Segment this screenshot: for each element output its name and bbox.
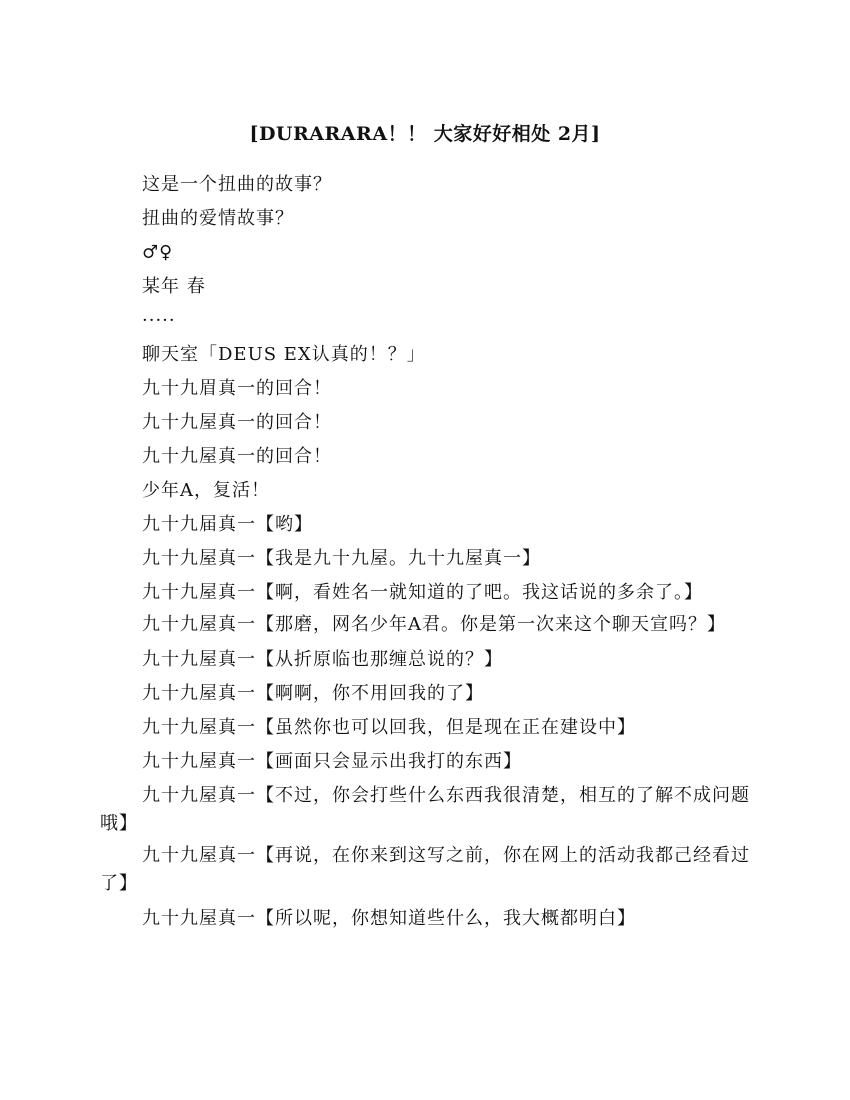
document-page — [100, 120, 750, 936]
paragraph: 少年A，复活！ — [142, 480, 270, 501]
paragraph: 某年 春 — [142, 276, 206, 297]
paragraph: 这是一个扭曲的故事？ — [142, 174, 332, 195]
paragraph: 九十九屋真一的回合！ — [142, 446, 332, 467]
paragraph: 九十九屋真一【那磨，网名少年A君。你是第一次来这个聊天宣吗？】 — [142, 614, 726, 635]
paragraph: 九十九屋真一【不过，你会打些什么东西我很清楚，相互的了解不成问题哦】 — [100, 785, 750, 834]
paragraph: 九十九届真一【哟】 — [142, 514, 313, 535]
paragraph: 九十九屋真一【啊，看姓名一就知道的了吧。我这话说的多余了。】 — [142, 582, 703, 603]
paragraph: 聊天室「DEUS EX认真的！？」 — [142, 344, 426, 365]
paragraph: 九十九屋真一的回合！ — [142, 412, 332, 433]
paragraph: 九十九屋真一【虽然你也可以回我，但是现在正在建设中】 — [142, 717, 636, 738]
paragraph: 扭曲的爱情故事？ — [142, 208, 294, 229]
paragraph: 九十九眉真一的回合！ — [142, 378, 332, 399]
paragraph: 九十九屋真一【再说，在你来到这写之前，你在网上的活动我都己经看过了】 — [100, 845, 750, 894]
paragraph: ♂♀ — [142, 242, 174, 263]
paragraph: 九十九屋真一【我是九十九屋。九十九屋真一】 — [142, 548, 541, 569]
paragraph: 九十九屋真一【从折原临也那缠总说的？】 — [142, 649, 503, 670]
paragraph: 九十九屋真一【所以呢，你想知道些什么，我大概都明白】 — [142, 908, 636, 929]
document-title: [DURARARA！！ 大家好好相处 2月] — [249, 123, 601, 145]
paragraph: ····· — [142, 310, 176, 331]
paragraph: 九十九屋真一【啊啊，你不用回我的了】 — [142, 683, 484, 704]
paragraph: 九十九屋真一【画面只会显示出我打的东西】 — [142, 751, 522, 772]
